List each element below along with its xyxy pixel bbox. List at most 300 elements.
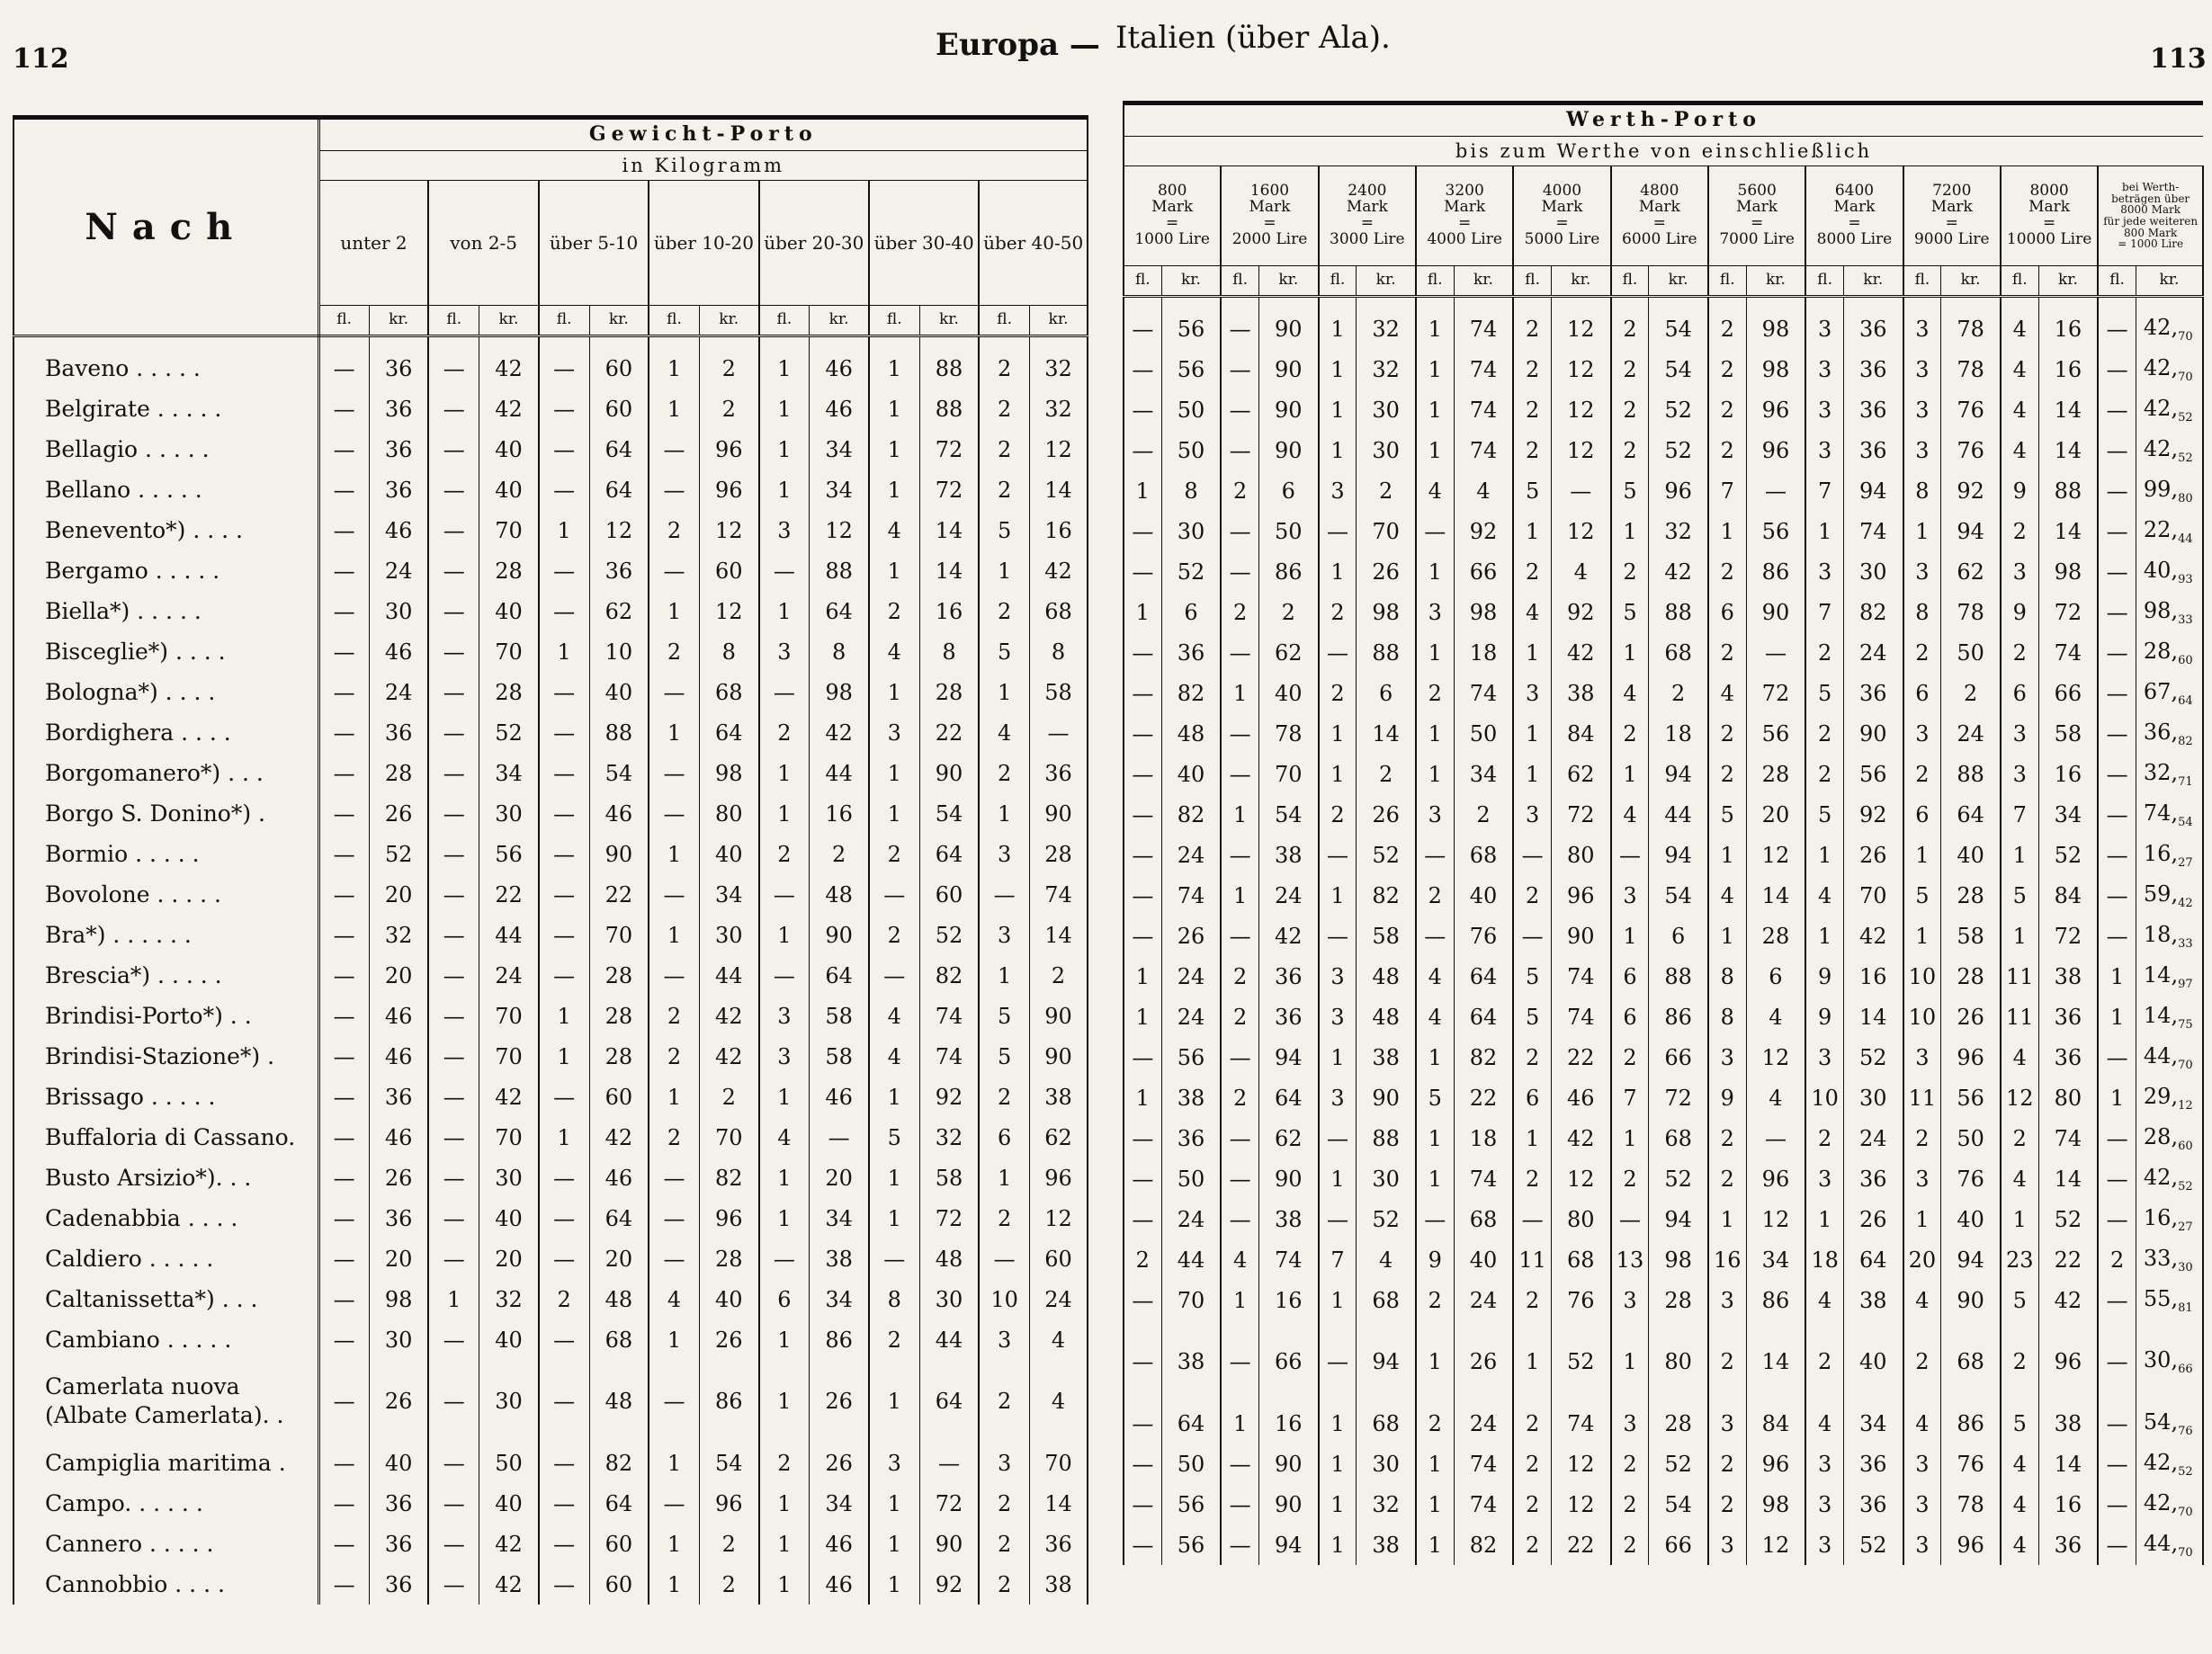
unit-kr-header: kr. <box>1357 266 1416 297</box>
unit-fl-header: fl. <box>539 306 589 336</box>
value-cell: 16 <box>2038 308 2098 349</box>
value-cell: 1 <box>2001 835 2038 875</box>
weight-cell: 90 <box>589 834 649 874</box>
weight-cell: — <box>318 1158 369 1198</box>
value-cell: 52 <box>1649 389 1708 430</box>
value-cell: 1 <box>1124 997 1161 1037</box>
value-cell: 3 <box>1805 1524 1843 1565</box>
value-cell: 76 <box>1941 1444 2001 1484</box>
value-cell: 52 <box>1161 551 1221 592</box>
value-cell: 62 <box>1941 551 2001 592</box>
weight-cell: 62 <box>589 591 649 631</box>
value-cell: 3 <box>1319 1077 1357 1118</box>
value-cell: 3 <box>1611 1403 1649 1444</box>
table-row <box>13 834 1088 874</box>
value-cell: 2 <box>1221 997 1258 1037</box>
value-cell: 12 <box>1746 1199 1805 1239</box>
value-cell: — <box>2098 713 2136 754</box>
weight-cell: 3 <box>979 1319 1029 1360</box>
value-cell: 2 <box>1708 1118 1746 1158</box>
value-cell: 30 <box>1357 389 1416 430</box>
value-cell: 96 <box>1941 1037 2001 1077</box>
value-cell: 48 <box>1161 713 1221 754</box>
weight-cell: 40 <box>589 672 649 712</box>
weight-cell: 34 <box>810 1279 869 1319</box>
weight-cell: 1 <box>979 550 1029 591</box>
value-cell: $33,_{30}$ <box>2136 1239 2203 1280</box>
value-cell: — <box>1124 389 1161 430</box>
value-cell: — <box>1611 1199 1649 1239</box>
value-cell: 1 <box>1416 1118 1454 1158</box>
unit-kr-header: kr. <box>1454 266 1513 297</box>
table-row <box>13 1036 1088 1077</box>
value-cell: — <box>1319 1320 1357 1403</box>
weight-cell: 14 <box>919 550 979 591</box>
value-cell: 74 <box>1454 389 1513 430</box>
title-right: Italien (über Ala). <box>1115 20 1391 56</box>
value-cell: 4 <box>1611 794 1649 835</box>
value-cell: 98 <box>1454 592 1513 632</box>
value-cell: 24 <box>1258 875 1318 916</box>
value-cell: 2 <box>2001 1118 2038 1158</box>
weight-cell: 64 <box>810 955 869 996</box>
value-range-line: Mark <box>1249 198 1291 217</box>
value-range-line: 7000 Lire <box>1719 229 1795 248</box>
value-cell: 38 <box>1357 1524 1416 1565</box>
weight-cell: 72 <box>919 1483 979 1524</box>
weight-cell: — <box>649 1158 699 1198</box>
weight-cell: 3 <box>759 996 810 1036</box>
spacer <box>810 336 869 349</box>
unit-kr-header: kr. <box>1551 266 1610 297</box>
weight-cell: 22 <box>919 712 979 753</box>
value-cell: 42 <box>1258 916 1318 956</box>
weight-cell: — <box>428 1319 479 1360</box>
value-cell: 1 <box>1903 835 1941 875</box>
table-row <box>1124 632 2203 673</box>
weight-cell: — <box>649 1198 699 1238</box>
value-cell: 9 <box>1805 997 1843 1037</box>
value-cell: 1 <box>1124 1077 1161 1118</box>
spacer <box>759 336 810 349</box>
value-range-header <box>2098 166 2203 266</box>
value-cell: 64 <box>1941 794 2001 835</box>
value-cell: 90 <box>1357 1077 1416 1118</box>
weight-cell: 72 <box>919 429 979 469</box>
value-cell: 68 <box>1454 835 1513 875</box>
weight-cell: 1 <box>649 389 699 429</box>
weight-cell: 16 <box>810 793 869 834</box>
weight-cell: 2 <box>979 1077 1029 1117</box>
weight-cell: — <box>649 550 699 591</box>
value-cell: 94 <box>1357 1320 1416 1403</box>
weight-cell: — <box>539 753 589 793</box>
value-cell: 1 <box>1416 754 1454 794</box>
value-cell: 1 <box>1708 1199 1746 1239</box>
weight-cell: — <box>318 793 369 834</box>
value-cell: 2 <box>1319 794 1357 835</box>
weight-cell: 1 <box>759 389 810 429</box>
value-cell: 3 <box>1805 349 1843 389</box>
weight-cell: 12 <box>699 510 758 550</box>
weight-sub-header: in Kilogramm <box>318 151 1088 181</box>
weight-cell: — <box>428 1524 479 1564</box>
unit-kr-header: kr. <box>919 306 979 336</box>
value-cell: 1 <box>2001 916 2038 956</box>
spacer <box>539 336 589 349</box>
value-range-line: 3000 Lire <box>1330 229 1405 248</box>
weight-cell: — <box>428 874 479 915</box>
destination-name: Baveno . . . . . <box>13 348 318 389</box>
value-cell: 50 <box>1161 1158 1221 1199</box>
weight-cell: 54 <box>589 753 649 793</box>
weight-cell: — <box>759 955 810 996</box>
value-cell: 56 <box>1843 754 1903 794</box>
value-cell: — <box>1319 1199 1357 1239</box>
value-cell: 26 <box>1843 835 1903 875</box>
value-cell: — <box>1513 835 1551 875</box>
weight-cell: 10 <box>979 1279 1029 1319</box>
value-cell: 2 <box>1357 754 1416 794</box>
value-cell: 2 <box>1416 673 1454 713</box>
spacer <box>1258 297 1318 309</box>
value-cell: 42 <box>1649 551 1708 592</box>
value-cell: 2 <box>1513 1037 1551 1077</box>
table-row <box>1124 308 2203 349</box>
value-cell: 3 <box>1903 551 1941 592</box>
value-range-line: = <box>1652 214 1666 232</box>
weight-cell: 2 <box>869 1319 919 1360</box>
nach-header: Nach <box>13 118 318 336</box>
value-cell: 2 <box>1513 308 1551 349</box>
spacer <box>2098 297 2136 309</box>
value-cell: 2 <box>1124 1239 1161 1280</box>
weight-cell: 6 <box>759 1279 810 1319</box>
value-cell: 2 <box>1805 632 1843 673</box>
value-cell: 50 <box>1161 1444 1221 1484</box>
value-cell: 56 <box>1161 308 1221 349</box>
value-cell: 5 <box>1513 470 1551 511</box>
weight-cell: 60 <box>589 1524 649 1564</box>
value-cell: 2 <box>1611 713 1649 754</box>
weight-cell: 3 <box>759 510 810 550</box>
weight-cell: 68 <box>589 1319 649 1360</box>
value-cell: 26 <box>1357 794 1416 835</box>
weight-cell: — <box>428 348 479 389</box>
table-row <box>1124 754 2203 794</box>
value-range-line: 800 <box>1157 182 1187 201</box>
weight-cell: 42 <box>699 1036 758 1077</box>
value-cell: — <box>1221 1158 1258 1199</box>
value-cell: 2 <box>1903 1118 1941 1158</box>
spacer <box>979 336 1029 349</box>
value-cell: 2 <box>1805 1118 1843 1158</box>
value-range-header <box>1611 166 1708 266</box>
value-cell: 50 <box>1258 511 1318 551</box>
weight-cell: — <box>539 1077 589 1117</box>
value-cell: 32 <box>1357 349 1416 389</box>
value-cell: 52 <box>1843 1524 1903 1565</box>
value-cell: 5 <box>1611 470 1649 511</box>
value-cell: 94 <box>1649 835 1708 875</box>
weight-range-header: über 40-50 <box>979 181 1088 306</box>
table-row <box>1124 713 2203 754</box>
value-cell: 42 <box>1551 1118 1610 1158</box>
weight-cell: 42 <box>810 712 869 753</box>
value-cell: 76 <box>1941 389 2001 430</box>
value-cell: — <box>2098 1199 2136 1239</box>
weight-cell: — <box>318 469 369 510</box>
weight-cell: 2 <box>979 1198 1029 1238</box>
unit-fl-header: fl. <box>649 306 699 336</box>
value-cell: $59,_{42}$ <box>2136 875 2203 916</box>
weight-cell: 96 <box>1030 1158 1088 1198</box>
value-cell: 74 <box>1454 673 1513 713</box>
value-cell: 64 <box>1843 1239 1903 1280</box>
destination-name: Bergamo . . . . . <box>13 550 318 591</box>
value-cell: 2 <box>1221 956 1258 997</box>
value-range-line: 8000 Mark <box>2120 203 2181 217</box>
weight-cell: 46 <box>810 1564 869 1605</box>
value-cell: — <box>1746 1118 1805 1158</box>
value-cell: 1 <box>1708 511 1746 551</box>
weight-cell: 30 <box>919 1279 979 1319</box>
value-cell: — <box>1124 1444 1161 1484</box>
table-row <box>13 469 1088 510</box>
value-cell: 3 <box>1903 713 1941 754</box>
value-cell: 82 <box>1454 1037 1513 1077</box>
weight-cell: 2 <box>979 1483 1029 1524</box>
value-cell: 1 <box>1611 1118 1649 1158</box>
weight-cell: 2 <box>699 1077 758 1117</box>
value-cell: 3 <box>1805 1037 1843 1077</box>
value-range-line: = <box>1751 214 1764 232</box>
weight-cell: — <box>539 591 589 631</box>
weight-cell: 1 <box>649 1564 699 1605</box>
value-cell: 40 <box>1941 835 2001 875</box>
value-cell: 2 <box>2001 511 2038 551</box>
weight-cell: 1 <box>428 1279 479 1319</box>
value-cell: 4 <box>2001 349 2038 389</box>
weight-cell: — <box>428 1036 479 1077</box>
value-cell: 50 <box>1941 632 2001 673</box>
weight-cell: 1 <box>539 510 589 550</box>
value-cell: 36 <box>1843 389 1903 430</box>
value-cell: 86 <box>1746 551 1805 592</box>
value-cell: 98 <box>2038 551 2098 592</box>
value-cell: 4 <box>1416 997 1454 1037</box>
value-cell: 2 <box>1708 1158 1746 1199</box>
value-cell: 9 <box>1708 1077 1746 1118</box>
value-range-line: 2000 Lire <box>1231 229 1308 248</box>
value-cell: 88 <box>1357 1118 1416 1158</box>
value-cell: — <box>1221 1444 1258 1484</box>
weight-cell: 1 <box>759 1360 810 1443</box>
value-cell: 12 <box>1551 511 1610 551</box>
value-range-line: 4800 <box>1640 182 1679 201</box>
value-cell: 64 <box>1161 1403 1221 1444</box>
value-cell: 5 <box>1805 673 1843 713</box>
value-cell: 1 <box>1319 1158 1357 1199</box>
value-cell: 2 <box>1611 551 1649 592</box>
weight-cell: — <box>318 1238 369 1279</box>
weight-cell: 1 <box>869 753 919 793</box>
value-cell: $30,_{66}$ <box>2136 1320 2203 1403</box>
weight-cell: 70 <box>589 915 649 955</box>
weight-cell: 64 <box>919 834 979 874</box>
weight-cell: 46 <box>369 996 428 1036</box>
weight-cell: 60 <box>699 550 758 591</box>
value-cell: 9 <box>2001 470 2038 511</box>
value-cell: 90 <box>1258 1158 1318 1199</box>
value-cell: 5 <box>2001 1403 2038 1444</box>
unit-kr-header: kr. <box>1843 266 1903 297</box>
value-cell: 4 <box>1708 875 1746 916</box>
value-cell: 1 <box>1319 1280 1357 1320</box>
value-group-header: Werth-Porto <box>1124 103 2203 137</box>
weight-range-header: über 20-30 <box>759 181 869 306</box>
value-cell: 9 <box>2001 592 2038 632</box>
weight-cell: — <box>539 1524 589 1564</box>
weight-cell: — <box>428 631 479 672</box>
value-cell: 26 <box>1161 916 1221 956</box>
value-cell: 3 <box>1319 956 1357 997</box>
value-range-line: 10000 Lire <box>2006 229 2092 248</box>
table-row <box>13 955 1088 996</box>
value-cell: 2 <box>2001 632 2038 673</box>
value-cell: 3 <box>1903 308 1941 349</box>
value-cell: $74,_{54}$ <box>2136 794 2203 835</box>
weight-cell: 96 <box>699 429 758 469</box>
weight-cell: 2 <box>979 1360 1029 1443</box>
value-cell: 3 <box>1708 1280 1746 1320</box>
value-cell: $42,_{70}$ <box>2136 1484 2203 1524</box>
value-cell: — <box>1611 835 1649 875</box>
value-cell: 5 <box>2001 875 2038 916</box>
value-cell: 5 <box>1416 1077 1454 1118</box>
weight-cell: 2 <box>1030 955 1088 996</box>
weight-cell: 64 <box>589 1198 649 1238</box>
value-cell: 96 <box>1551 875 1610 916</box>
weight-cell: 2 <box>979 591 1029 631</box>
unit-fl-header: fl. <box>1416 266 1454 297</box>
weight-cell: 30 <box>479 1360 539 1443</box>
spacer <box>13 336 318 349</box>
weight-cell: 1 <box>869 1198 919 1238</box>
destination-name: Bormio . . . . . <box>13 834 318 874</box>
value-cell: $32,_{71}$ <box>2136 754 2203 794</box>
weight-cell: 1 <box>869 1483 919 1524</box>
weight-cell: — <box>428 996 479 1036</box>
weight-cell: 28 <box>589 1036 649 1077</box>
weight-cell: — <box>539 1238 589 1279</box>
value-cell: 44 <box>1161 1239 1221 1280</box>
table-row <box>1124 511 2203 551</box>
value-cell: 90 <box>1258 349 1318 389</box>
destination-name: Cannobbio . . . . <box>13 1564 318 1605</box>
weight-cell: — <box>428 1158 479 1198</box>
value-cell: 1 <box>1319 389 1357 430</box>
value-cell: 2 <box>1513 875 1551 916</box>
value-cell: 24 <box>1454 1403 1513 1444</box>
table-row <box>13 672 1088 712</box>
weight-cell: 34 <box>479 753 539 793</box>
value-cell: 1 <box>1805 835 1843 875</box>
table-row <box>1124 592 2203 632</box>
table-row <box>1124 1444 2203 1484</box>
value-cell: 10 <box>1903 956 1941 997</box>
table-row <box>13 1158 1088 1198</box>
weight-cell: 40 <box>369 1443 428 1483</box>
value-cell: 14 <box>2038 430 2098 470</box>
value-cell: 52 <box>1649 1444 1708 1484</box>
unit-kr-header: kr. <box>1746 266 1805 297</box>
weight-cell: 22 <box>479 874 539 915</box>
value-cell: — <box>1124 794 1161 835</box>
value-cell: 38 <box>1161 1077 1221 1118</box>
weight-cell: 70 <box>479 996 539 1036</box>
value-cell: 70 <box>1843 875 1903 916</box>
value-cell: 3 <box>1903 1524 1941 1565</box>
value-cell: 12 <box>1551 1158 1610 1199</box>
table-row <box>13 1198 1088 1238</box>
value-cell: 24 <box>1843 632 1903 673</box>
value-cell: — <box>2098 511 2136 551</box>
weight-cell: 40 <box>479 591 539 631</box>
weight-cell: — <box>318 631 369 672</box>
value-cell: $36,_{82}$ <box>2136 713 2203 754</box>
weight-cell: — <box>649 672 699 712</box>
value-cell: 82 <box>1161 673 1221 713</box>
value-cell: — <box>2098 1524 2136 1565</box>
value-cell: 2 <box>1611 1444 1649 1484</box>
value-range-line: = <box>1360 214 1374 232</box>
table-row <box>1124 1239 2203 1280</box>
value-cell: 90 <box>1258 430 1318 470</box>
weight-cell: 90 <box>1030 793 1088 834</box>
value-cell: 16 <box>1258 1280 1318 1320</box>
weight-cell: 2 <box>869 915 919 955</box>
value-range-line: 800 Mark <box>2124 226 2178 239</box>
unit-kr-header: kr. <box>1258 266 1318 297</box>
value-cell: 1 <box>1416 1484 1454 1524</box>
weight-cell: — <box>428 469 479 510</box>
value-cell: 36 <box>1843 430 1903 470</box>
value-cell: 36 <box>1161 1118 1221 1158</box>
table-row <box>1124 875 2203 916</box>
value-cell: 40 <box>1258 673 1318 713</box>
weight-cell: 92 <box>919 1564 979 1605</box>
table-row <box>13 874 1088 915</box>
value-cell: 68 <box>1454 1199 1513 1239</box>
value-cell: $14,_{97}$ <box>2136 956 2203 997</box>
spacer <box>1708 297 1746 309</box>
value-cell: 22 <box>2038 1239 2098 1280</box>
weight-cell: 44 <box>810 753 869 793</box>
weight-cell: 1 <box>869 1077 919 1117</box>
weight-cell: 1 <box>539 1117 589 1158</box>
value-cell: 94 <box>1258 1037 1318 1077</box>
value-cell: 3 <box>1708 1037 1746 1077</box>
value-cell: — <box>1124 1524 1161 1565</box>
value-cell: 86 <box>1746 1280 1805 1320</box>
destination-name: Bologna*) . . . . <box>13 672 318 712</box>
weight-cell: — <box>539 915 589 955</box>
spacer <box>1649 297 1708 309</box>
weight-cell: 1 <box>759 469 810 510</box>
weight-cell: 30 <box>479 793 539 834</box>
value-cell: 8 <box>1708 956 1746 997</box>
